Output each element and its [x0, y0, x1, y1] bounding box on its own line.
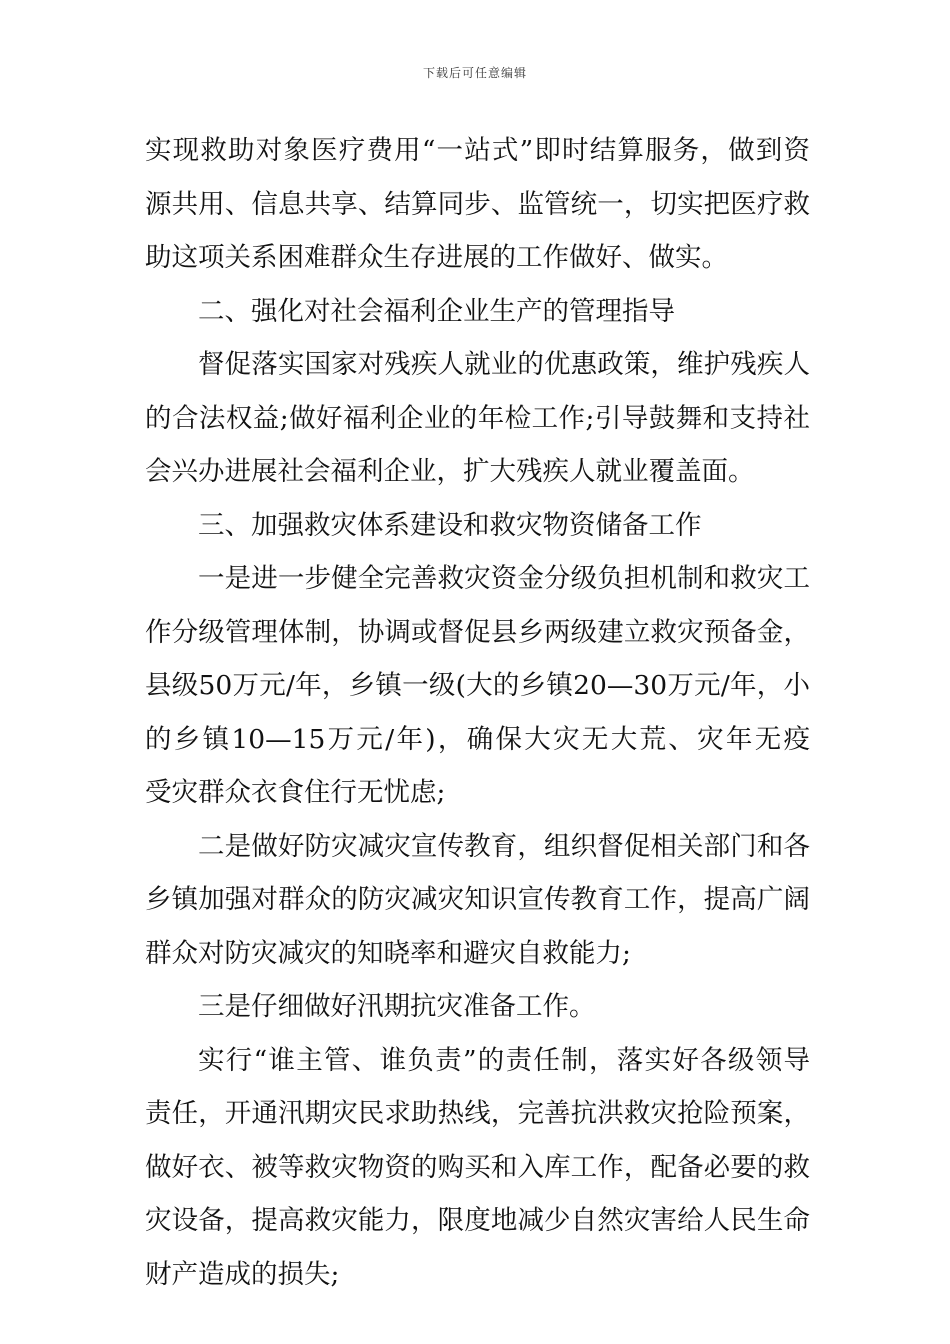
text-line: 助这项关系困难群众生存进展的工作做好、做实。: [145, 242, 728, 273]
text-line: 二、强化对社会福利企业生产的管理指导: [198, 295, 675, 327]
text-line: 二是做好防灾减灾宣传教育，组织督促相关部门和各: [198, 830, 810, 862]
text-line: 会兴办进展社会福利企业，扩大残疾人就业覆盖面。: [145, 456, 755, 487]
text-line: 实行“谁主管、谁负责”的责任制，落实好各级领导: [198, 1044, 810, 1076]
text-line: 受灾群众衣食住行无忧虑;: [145, 777, 446, 808]
text-line: 作分级管理体制，协调或督促县乡两级建立救灾预备金，: [145, 616, 810, 648]
text-line: 财产造成的损失;: [145, 1258, 340, 1290]
text-line: 实现救助对象医疗费用“一站式”即时结算服务，做到资: [145, 135, 810, 166]
text-line: 的合法权益;做好福利企业的年检工作;引导鼓舞和支持社: [145, 402, 810, 434]
text-line: 源共用、信息共享、结算同步、监管统一，切实把医疗救: [145, 188, 810, 220]
text-line: 灾设备，提高救灾能力，限度地减少自然灾害给人民生命: [145, 1205, 810, 1236]
text-line: 一是进一步健全完善救灾资金分级负担机制和救灾工: [198, 563, 810, 594]
text-line: 督促落实国家对残疾人就业的优惠政策，维护残疾人: [198, 349, 810, 380]
text-line: 县级50万元/年，乡镇一级(大的乡镇20—30万元/年，小: [145, 670, 810, 701]
text-line: 乡镇加强对群众的防灾减灾知识宣传教育工作，提高广阔: [145, 884, 810, 915]
text-line: 三、加强救灾体系建设和救灾物资储备工作: [198, 509, 702, 541]
text-line: 三是仔细做好汛期抗灾准备工作。: [198, 991, 596, 1022]
text-line: 的乡镇10—15万元/年)，确保大灾无大荒、灾年无疫: [145, 723, 810, 755]
text-line: 群众对防灾减灾的知晓率和避灾自救能力;: [145, 937, 631, 969]
body-text: [145, 124, 810, 1301]
text-line: 做好衣、被等救灾物资的购买和入库工作，配备必要的救: [145, 1151, 810, 1183]
text-line: 责任，开通汛期灾民求助热线，完善抗洪救灾抢险预案，: [145, 1098, 810, 1129]
page-header: 下载后可任意编辑: [422, 66, 527, 80]
